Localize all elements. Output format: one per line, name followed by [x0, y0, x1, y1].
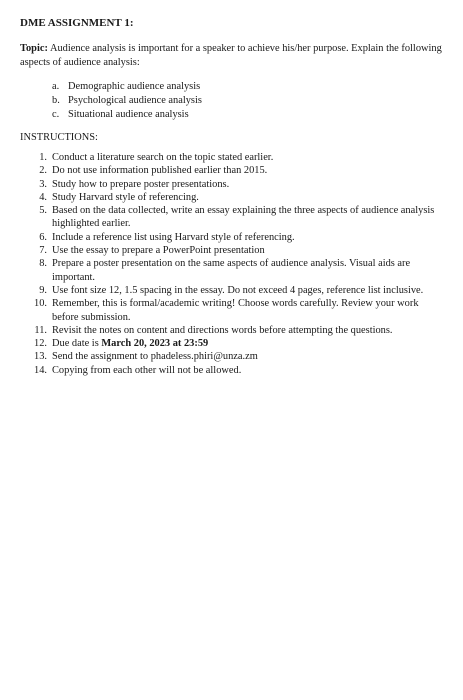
due-date-value: March 20, 2023 at 23:59	[101, 338, 209, 350]
instruction-text: Include a reference list using Harvard style of referencing.	[52, 231, 295, 243]
instruction-item	[20, 204, 445, 231]
aspect-marker: b.	[52, 95, 60, 106]
topic-paragraph	[20, 42, 445, 70]
instruction-number: 3.	[39, 178, 47, 190]
instruction-item	[20, 324, 445, 337]
instruction-item	[20, 164, 445, 177]
instruction-item	[20, 364, 445, 377]
instruction-number: 6.	[39, 231, 47, 243]
aspect-text: Psychological audience analysis	[68, 95, 202, 106]
instruction-number: 5.	[39, 205, 47, 217]
due-date-prefix: Due date is	[52, 338, 102, 350]
instruction-text: Copying from each other will not be allowed.	[52, 364, 242, 376]
instruction-item	[20, 244, 445, 257]
instruction-text: Remember, this is formal/academic writing! Choose words carefully. Review your work before submission.	[52, 298, 419, 323]
assignment-document	[20, 16, 445, 377]
instruction-item	[20, 297, 445, 324]
instruction-text: Based on the data collected, write an essay explaining the three aspects of audience analysis highlighted earlier.	[52, 205, 435, 230]
instruction-number: 1.	[39, 152, 47, 163]
instruction-text	[52, 337, 445, 350]
instruction-item	[20, 257, 445, 284]
instruction-number: 14.	[34, 364, 47, 376]
instruction-text: Send the assignment to phadeless.phiri@unza.zm	[52, 351, 258, 363]
instruction-number: 8.	[39, 258, 47, 270]
instruction-text: Study Harvard style of referencing.	[52, 191, 199, 203]
instruction-item	[20, 350, 445, 363]
instruction-item	[20, 337, 445, 350]
instruction-number: 13.	[34, 351, 47, 363]
instruction-text: Do not use information published earlier than 2015.	[52, 165, 268, 177]
aspects-list	[20, 80, 445, 122]
instruction-number: 2.	[39, 165, 47, 177]
instruction-text: Revisit the notes on content and directions words before attempting the questions.	[52, 324, 393, 336]
instructions-title: INSTRUCTIONS:	[20, 132, 98, 143]
instruction-item	[20, 191, 445, 204]
instruction-text: Conduct a literature search on the topic stated earlier.	[52, 152, 274, 163]
aspect-text: Demographic audience analysis	[68, 81, 201, 92]
topic-text: Audience analysis is important for a speaker to achieve his/her purpose. Explain the following aspects of audience analysis:	[20, 43, 442, 68]
aspect-marker: c.	[52, 109, 60, 120]
instruction-number: 7.	[39, 245, 47, 257]
instruction-text: Use font size 12, 1.5 spacing in the essay. Do not exceed 4 pages, reference list inclusive.	[52, 284, 424, 296]
instruction-item	[20, 151, 445, 164]
aspect-item	[52, 80, 445, 94]
aspect-marker: a.	[52, 81, 60, 92]
instruction-text: Use the essay to prepare a PowerPoint presentation	[52, 245, 265, 257]
instructions-list	[20, 151, 445, 377]
instruction-number: 12.	[34, 338, 47, 350]
instruction-item	[20, 284, 445, 297]
instruction-number: 4.	[39, 191, 47, 203]
topic-label: Topic:	[20, 43, 48, 54]
instruction-text: Study how to prepare poster presentations.	[52, 178, 230, 190]
instruction-number: 9.	[39, 284, 47, 296]
instruction-number: 10.	[34, 298, 47, 310]
instruction-number: 11.	[34, 324, 47, 336]
instruction-item	[20, 231, 445, 244]
aspect-text: Situational audience analysis	[68, 109, 189, 120]
instruction-item	[20, 178, 445, 191]
aspect-item	[52, 108, 445, 122]
assignment-heading: DME ASSIGNMENT 1:	[20, 17, 134, 29]
instruction-text: Prepare a poster presentation on the same aspects of audience analysis. Visual aids are important.	[52, 258, 411, 283]
aspect-item	[52, 94, 445, 108]
